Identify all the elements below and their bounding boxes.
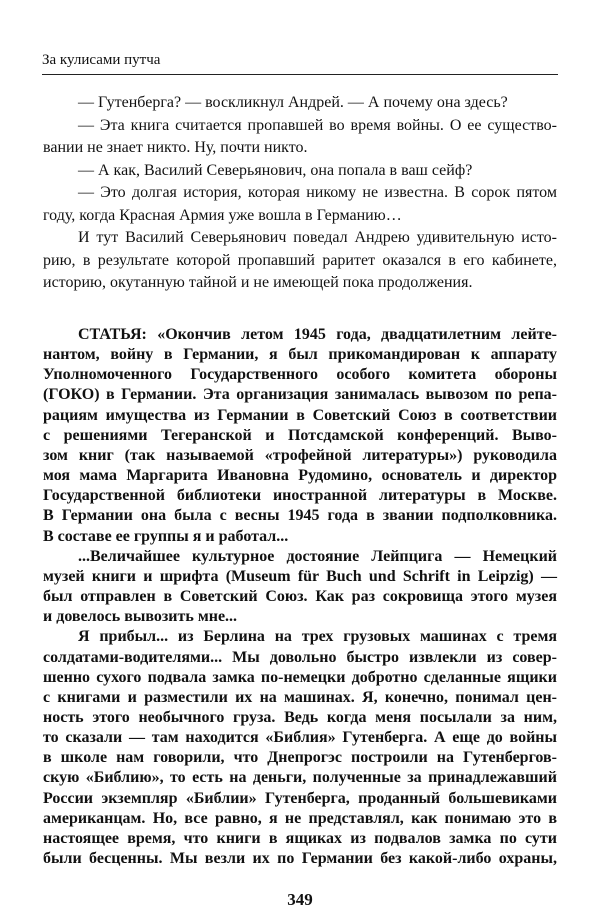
- text-line: американцам. Но, все равно, я не представлял, как понимаю это в: [43, 809, 557, 827]
- text-line: Уполномоченного Государственного особого комитета обороны: [43, 366, 557, 384]
- narrative-text: [43, 92, 557, 295]
- text-line: моя мама Маргарита Ивановна Рудомино, основатель и директор: [43, 467, 557, 485]
- text-line: историю, окутанную тайной и не имеющей пока продолжения.: [43, 274, 473, 291]
- paragraph: [43, 160, 557, 183]
- text-line: (ГОКО) в Германии. Эта организация занималась вывозом по репа-: [43, 386, 557, 404]
- text-line: Государственной библиотеки иностранной литературы в Москве.: [43, 487, 557, 505]
- paragraph: [43, 115, 557, 160]
- text-line: И тут Василий Северьянович поведал Андрею удивительную исто-: [78, 229, 557, 246]
- paragraph: [43, 227, 557, 295]
- text-line: настоящее время, что книги в ящиках из подвалов замка по сути: [43, 829, 557, 847]
- text-line: с книгами и разместили их на машинах. Я, конечно, понимал цен-: [43, 688, 557, 706]
- article-quote: [43, 325, 557, 869]
- text-line: зом книг (так называемой «трофейной литературы») руководила: [43, 446, 557, 464]
- text-line: В составе ее группы я и работал...: [43, 527, 289, 545]
- text-line: солдатами-водителями... Мы довольно быстро извлекли из совер-: [43, 648, 557, 666]
- paragraph: [43, 92, 557, 115]
- text-line: — А как, Василий Северьянович, она попала в ваш сейф?: [78, 161, 473, 179]
- text-line: В Германии она была с весны 1945 года в звании подполковника.: [43, 507, 557, 525]
- running-header: За кулисами путча: [42, 52, 161, 68]
- text-line: Я прибыл... из Берлина на трех грузовых машинах с тремя: [78, 628, 557, 646]
- text-line: ность этого необычного груза. Ведь когда меня посылали за ним,: [43, 708, 557, 726]
- text-line: рию, в результате которой пропавший раритет оказался в его кабинете,: [43, 251, 557, 269]
- text-line: году, когда Красная Армия уже вошла в Германию…: [43, 206, 402, 224]
- text-line: в школе нам говорили, что Днепрогэс построили на Гутенбергов-: [43, 749, 557, 767]
- paragraph: [43, 182, 557, 227]
- text-line: вании не знает никто. Ну, почти никто.: [43, 139, 308, 156]
- text-line: был отправлен в Советский Союз. Как раз сокровища этого музея: [43, 588, 557, 606]
- text-line: то сказали — там находится «Библия» Гутенберга. А еще до войны: [43, 729, 557, 747]
- text-line: — Это долгая история, которая никому не известна. В сорок пятом: [78, 184, 557, 201]
- page-number: 349: [287, 890, 313, 909]
- text-line: СТАТЬЯ: «Окончив летом 1945 года, двадцатилетним лейте-: [78, 326, 557, 343]
- paragraph: [43, 547, 557, 628]
- text-line: ...Величайшее культурное достояние Лейпцига — Немецкий: [78, 547, 557, 565]
- text-line: музей книги и шрифта (Museum für Buch und Schrift in Leipzig) —: [43, 567, 557, 585]
- text-line: и довелось вывозить мне...: [43, 608, 238, 626]
- paragraph: [43, 325, 557, 547]
- text-line: скую «Библию», то есть на деньги, полученные за принадлежавший: [43, 769, 557, 787]
- text-line: с решениями Тегеранской и Потсдамской конференций. Выво-: [43, 426, 557, 444]
- text-line: были бесценны. Мы везли их по Германии без какой-либо охраны,: [43, 850, 557, 868]
- text-line: нантом, войну в Германии, я был прикомандирован к аппарату: [43, 346, 557, 364]
- text-line: — Эта книга считается пропавшей во время войны. О ее существо-: [78, 116, 557, 134]
- text-line: — Гутенберга? — воскликнул Андрей. — А почему она здесь?: [78, 94, 508, 111]
- text-line: рациям имущества из Германии в Советский Союз в соответствии: [43, 406, 557, 424]
- text-line: России экземпляр «Библии» Гутенберга, проданный большевиками: [43, 789, 557, 807]
- header-rule: [42, 74, 558, 75]
- paragraph: [43, 627, 557, 869]
- text-line: шенно сухого подвала замка по-немецки добротно сделанные ящики: [43, 668, 557, 686]
